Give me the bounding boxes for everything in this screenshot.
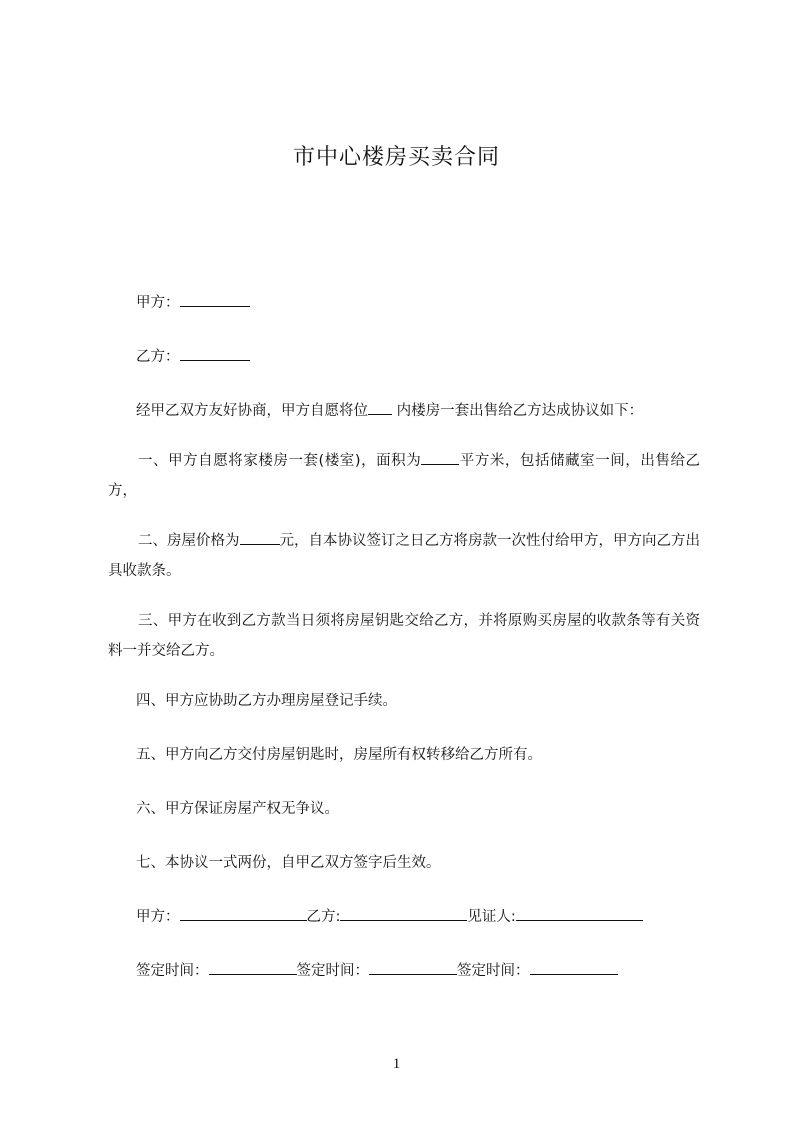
party-a-line xyxy=(136,292,250,312)
intro-text-a: 经甲乙双方友好协商，甲方自愿将位 xyxy=(136,403,368,419)
sign-witness-blank[interactable] xyxy=(516,906,643,921)
sign-date-1-label: 签定时间： xyxy=(136,963,209,979)
sign-party-a-label: 甲方： xyxy=(136,909,180,925)
sign-party-b-label: 乙方: xyxy=(306,909,341,925)
sign-date-1-blank[interactable] xyxy=(209,960,297,975)
party-b-label: 乙方： xyxy=(136,349,180,365)
sign-date-line xyxy=(136,960,618,980)
sign-date-3-label: 签定时间： xyxy=(457,963,530,979)
sign-date-3-blank[interactable] xyxy=(530,960,618,975)
sign-witness-label: 见证人: xyxy=(467,909,516,925)
area-blank[interactable] xyxy=(421,450,459,465)
clause-7: 七、本协议一式两份，自甲乙双方签字后生效。 xyxy=(136,855,441,871)
party-b-line xyxy=(136,346,250,366)
party-b-blank[interactable] xyxy=(180,346,250,361)
party-a-label: 甲方： xyxy=(136,295,180,311)
intro-text-b: 内楼房一套出售给乙方达成协议如下： xyxy=(392,403,644,419)
clause-1-text-a: 一、甲方自愿将家楼房一套(楼室)，面积为 xyxy=(138,453,422,469)
party-a-blank[interactable] xyxy=(180,292,250,307)
clause-2-text-b: 元，自本协议签订之日乙方将房款一次性付给甲方，甲方向乙方出具收款条。 xyxy=(108,533,700,579)
sign-date-2-blank[interactable] xyxy=(369,960,457,975)
clause-3: 三、甲方在收到乙方款当日须将房屋钥匙交给乙方，并将原购买房屋的收款条等有关资料一并交给乙方。 xyxy=(108,613,700,659)
signature-line xyxy=(136,906,643,926)
clause-5: 五、甲方向乙方交付房屋钥匙时，房屋所有权转移给乙方所有。 xyxy=(136,747,542,763)
clause-1-text-b: 平方米，包括储藏室一间，出售给乙方， xyxy=(108,453,700,499)
sign-party-a-blank[interactable] xyxy=(180,906,307,921)
clause-6: 六、甲方保证房屋产权无争议。 xyxy=(136,801,339,817)
location-blank[interactable] xyxy=(368,400,392,415)
clause-2-text-a: 二、房屋价格为 xyxy=(138,533,240,549)
price-blank[interactable] xyxy=(240,530,280,545)
clause-1 xyxy=(108,446,700,506)
intro-line xyxy=(136,400,643,420)
sign-date-2-label: 签定时间： xyxy=(296,963,369,979)
sign-party-b-blank[interactable] xyxy=(340,906,467,921)
document-title: 市中心楼房买卖合同 xyxy=(292,145,500,170)
clause-2 xyxy=(108,526,700,586)
page-number: 1 xyxy=(392,1056,401,1072)
clause-4: 四、甲方应协助乙方办理房屋登记手续。 xyxy=(136,693,397,709)
